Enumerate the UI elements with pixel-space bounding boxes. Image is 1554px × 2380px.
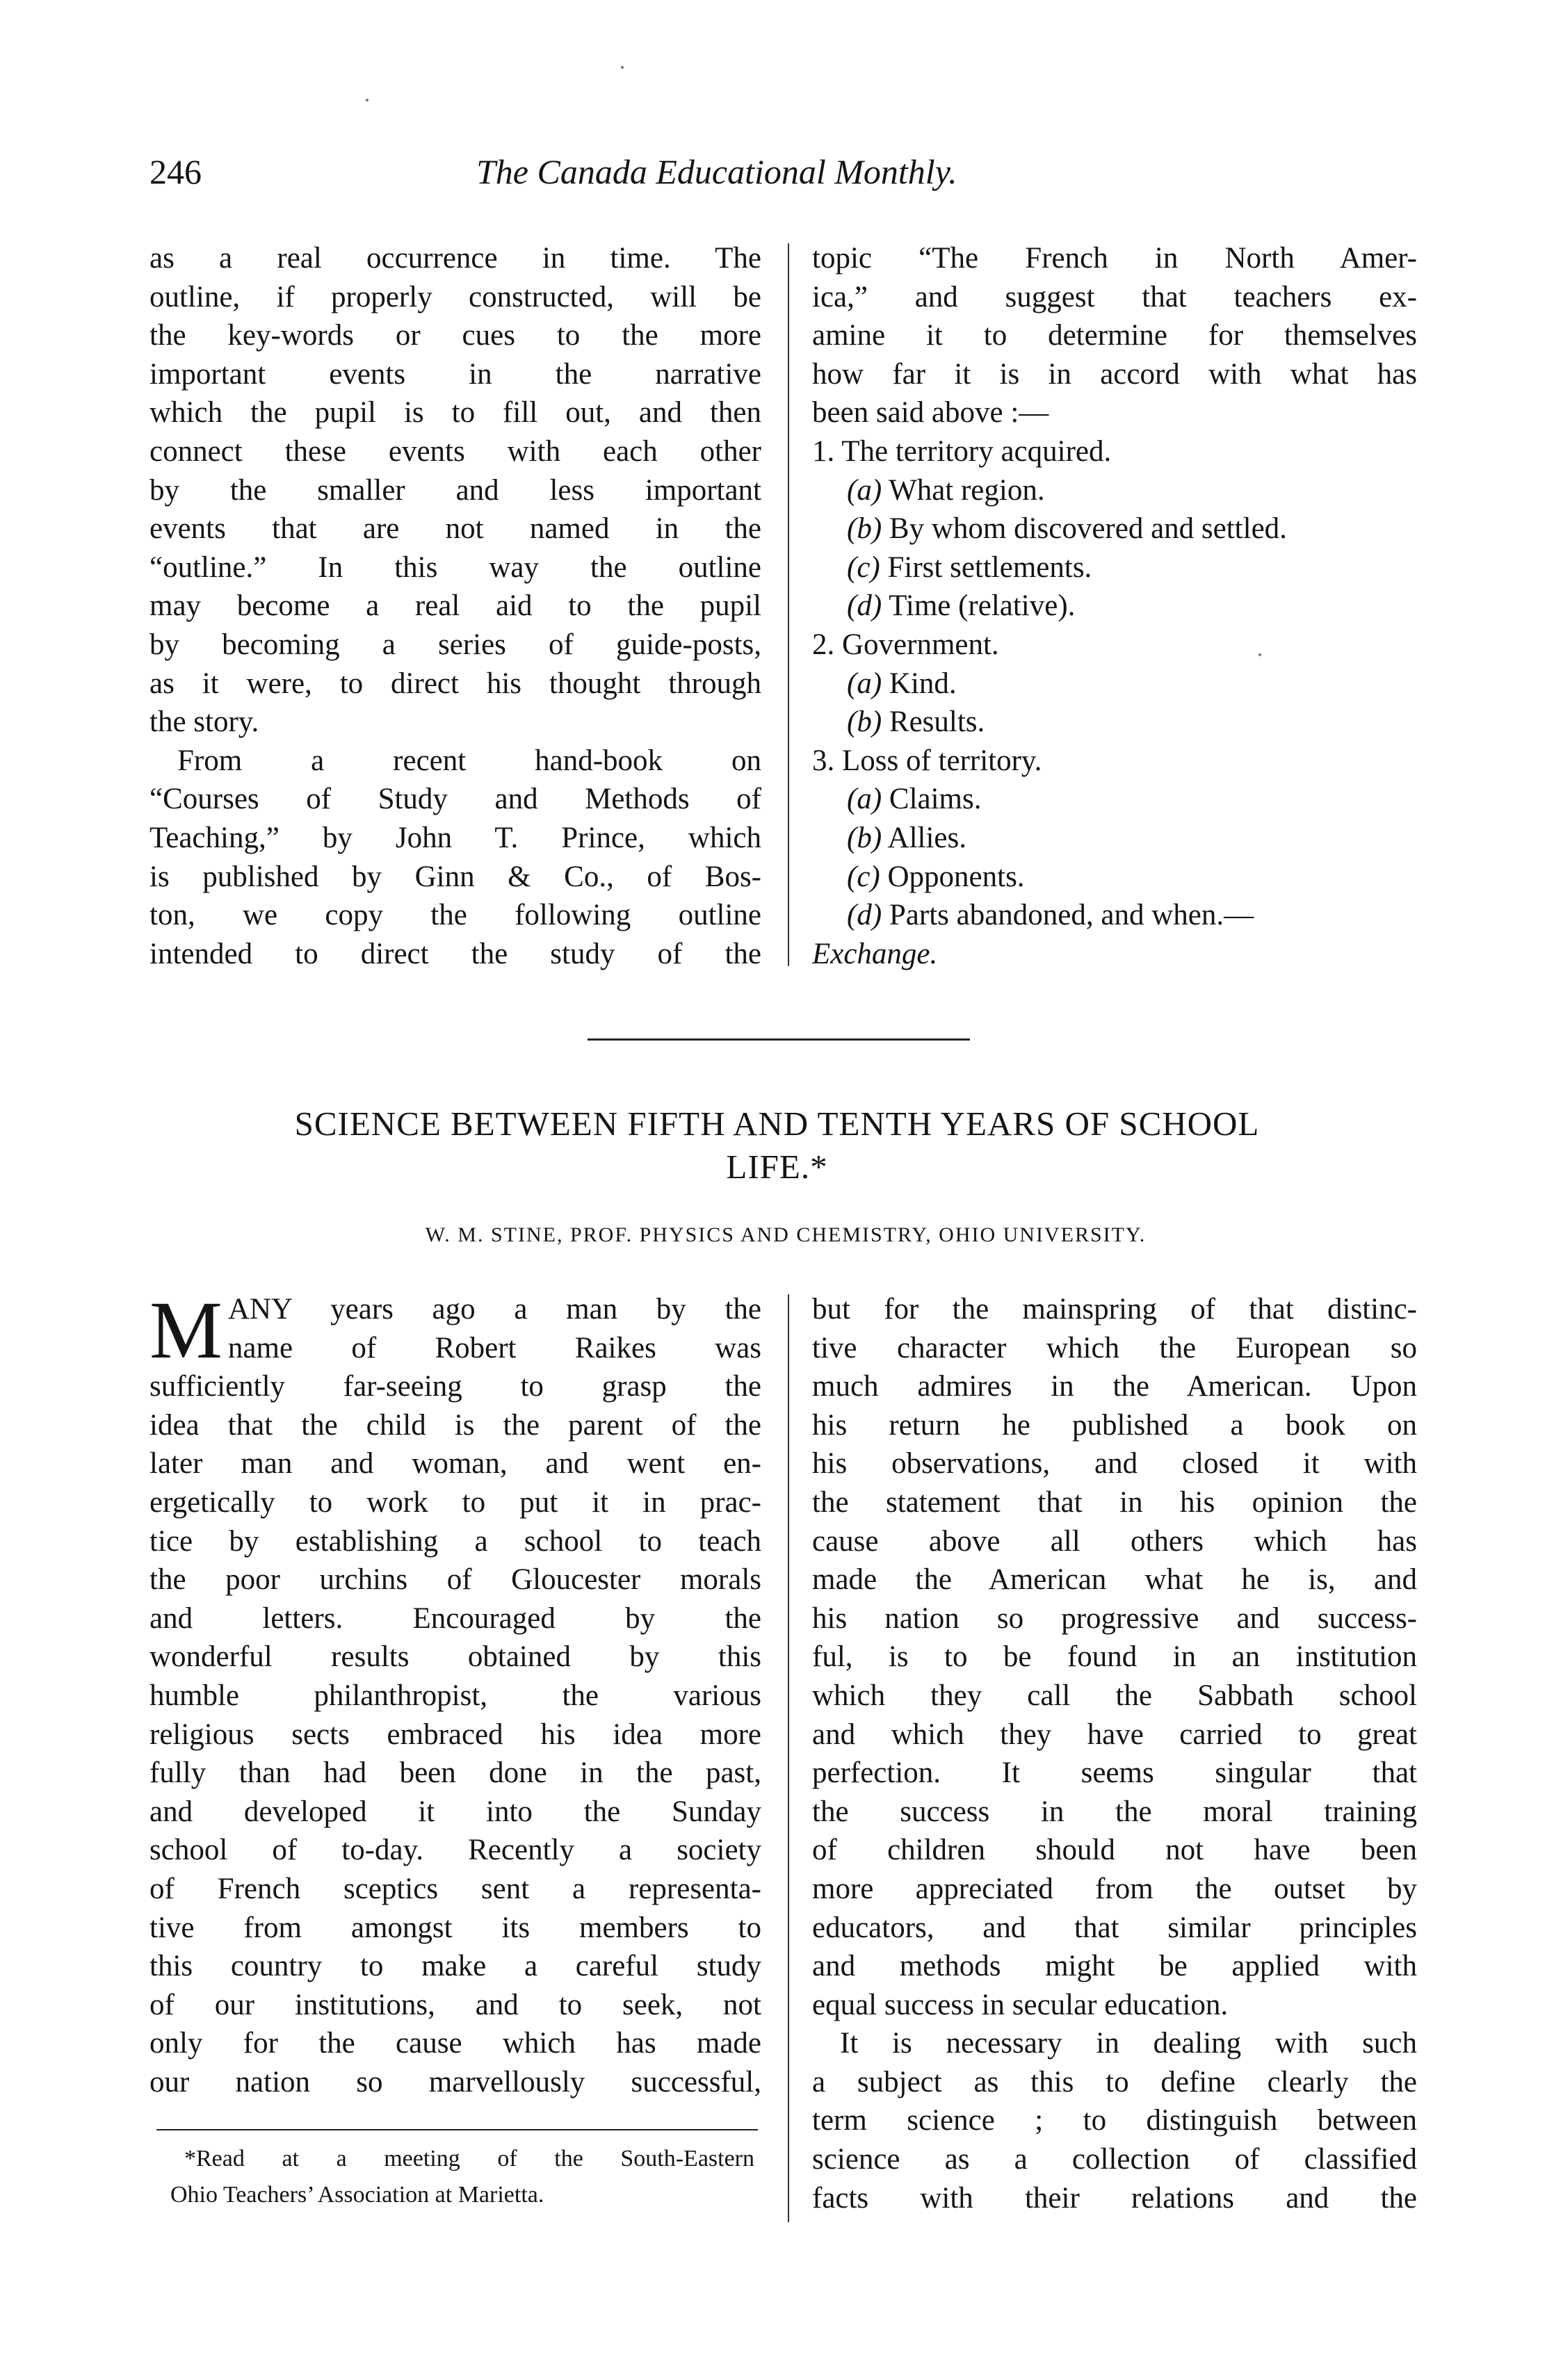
outline-number: 2. [812, 628, 835, 661]
section-separator [588, 1038, 970, 1041]
text-line: tive from amongst its members to [149, 1911, 761, 1944]
text-line: tive character which the European so [812, 1331, 1417, 1364]
outline-item-text: Parts abandoned, and when.— [889, 899, 1254, 932]
text-line: sufficiently far-seeing to grasp the [149, 1370, 761, 1403]
outline-item-text: Claims. [889, 783, 982, 816]
outline-item-text: Allies. [887, 821, 966, 854]
text-line: “Courses of Study and Methods of [149, 783, 761, 816]
text-line: ica,” and suggest that teachers ex- [812, 280, 1417, 313]
text-line: which they call the Sabbath school [812, 1679, 1417, 1712]
text-line: as a real occurrence in time. The [149, 242, 761, 275]
outline-item [812, 587, 1417, 626]
text-line: ful, is to be found in an institution [812, 1640, 1417, 1674]
text-line: and methods might be applied with [812, 1950, 1417, 1983]
footnote-rule [156, 2129, 758, 2130]
text-line: only for the cause which has made [149, 2027, 761, 2060]
outline-item [812, 510, 1417, 548]
outline-heading [812, 432, 1417, 471]
text-line: a subject as this to define clearly the [812, 2065, 1417, 2098]
page-number: 246 [149, 152, 202, 191]
text-line: important events in the narrative [149, 357, 761, 391]
text-line: the key-words or cues to the more [149, 319, 761, 352]
text-line: topic “The French in North Amer- [812, 242, 1417, 275]
text-line: intended to direct the study of the [149, 937, 761, 970]
text-line: It is necessary in dealing with such [840, 2027, 1417, 2060]
text-line: our nation so marvellously successful, [149, 2065, 761, 2098]
text-line: later man and woman, and went en- [149, 1447, 761, 1481]
text-line: his nation so progressive and success- [812, 1601, 1417, 1635]
outline-item-mark: (a) [847, 783, 882, 816]
footnote [170, 2141, 754, 2213]
text-line: may become a real aid to the pupil [149, 589, 761, 623]
outline-item-mark: (b) [847, 512, 882, 546]
text-line: is published by Ginn & Co., of Bos- [149, 860, 761, 893]
outline-item-text: Results. [889, 706, 985, 739]
text-line: ton, we copy the following outline [149, 899, 761, 932]
text-line: name of Robert Raikes was [227, 1331, 761, 1364]
outline-item-text: Opponents. [887, 860, 1025, 893]
text-line: From a recent hand-book on [177, 744, 761, 777]
outline-item-mark: (a) [847, 473, 882, 507]
text-line: made the American what he is, and [812, 1563, 1417, 1597]
source-attribution: Exchange. [812, 937, 938, 970]
text-line: ergetically to work to put it in prac- [149, 1485, 761, 1519]
text-line: and which they have carried to great [812, 1718, 1417, 1751]
outline-item-mark: (a) [847, 667, 882, 700]
text-line: been said above :— [812, 396, 1049, 430]
article-title-line1: SCIENCE BETWEEN FIFTH AND TENTH YEARS OF SCHOOL [294, 1105, 1260, 1143]
text-line: by the smaller and less important [149, 473, 761, 507]
text-line: but for the mainspring of that distinc- [812, 1293, 1417, 1326]
outline-item-mark: (d) [847, 589, 882, 623]
top-left-column [149, 239, 761, 973]
text-line: by becoming a series of guide-posts, [149, 628, 761, 661]
outline-item-mark: (b) [847, 706, 882, 739]
text-line: idea that the child is the parent of the [149, 1408, 761, 1442]
article-byline: W. M. STINE, PROF. PHYSICS AND CHEMISTRY, OHIO UNIVERSITY. [425, 1223, 1147, 1246]
text-line: fully than had been done in the past, [149, 1757, 761, 1790]
text-line: which the pupil is to fill out, and then [149, 396, 761, 430]
text-line: connect these events with each other [149, 434, 761, 468]
outline-item-text: First settlements. [887, 551, 1092, 584]
text-line: the success in the moral training [812, 1795, 1417, 1828]
text-line: educators, and that similar principles [812, 1911, 1417, 1944]
text-line: events that are not named in the [149, 512, 761, 546]
text-line: as it were, to direct his thought through [149, 667, 761, 700]
text-line: much admires in the American. Upon [812, 1370, 1417, 1403]
outline-item [812, 548, 1417, 587]
footnote-line: *Read at a meeting of the South-Eastern [184, 2146, 754, 2171]
column-divider-top [788, 243, 789, 966]
text-line: amine it to determine for themselves [812, 319, 1417, 352]
top-right-column [812, 239, 1417, 973]
outline-item-text: What region. [889, 473, 1045, 507]
outline-item [812, 819, 1417, 858]
text-line: perfection. It seems singular that [812, 1757, 1417, 1790]
text-line: and letters. Encouraged by the [149, 1601, 761, 1635]
article-left-column [149, 1285, 761, 2101]
column-divider-article [788, 1294, 789, 2222]
text-line: humble philanthropist, the various [149, 1679, 761, 1712]
outline-heading [812, 626, 1417, 665]
outline-item-text: Time (relative). [889, 589, 1076, 623]
outline-item-mark: (b) [847, 821, 882, 854]
text-line: how far it is in accord with what has [812, 357, 1417, 391]
text-line: science as a collection of classified [812, 2143, 1417, 2176]
text-line: ANY years ago a man by the [227, 1293, 761, 1326]
drop-cap: M [149, 1285, 222, 1376]
text-line: outline, if properly constructed, will be [149, 280, 761, 313]
text-line: his return he published a book on [812, 1408, 1417, 1442]
text-line: more appreciated from the outset by [812, 1872, 1417, 1905]
outline-item-mark: (d) [847, 899, 882, 932]
text-line: tice by establishing a school to teach [149, 1524, 761, 1558]
outline-item [812, 780, 1417, 819]
outline-heading-text: The territory acquired. [841, 434, 1112, 468]
print-speck [621, 66, 624, 69]
outline-item [812, 471, 1417, 510]
text-line: this country to make a careful study [149, 1950, 761, 1983]
text-line: wonderful results obtained by this [149, 1640, 761, 1674]
text-line: his observations, and closed it with [812, 1447, 1417, 1481]
text-line: facts with their relations and the [812, 2181, 1417, 2215]
article-right-column [812, 1290, 1417, 2217]
article-title-line2: LIFE.* [726, 1148, 828, 1186]
text-line: term science ; to distinguish between [812, 2104, 1417, 2137]
outline-item-mark: (c) [847, 860, 880, 893]
outline-number: 1. [812, 434, 835, 468]
outline-item-text: Kind. [889, 667, 957, 700]
outline-item [812, 896, 1417, 935]
outline-item [812, 703, 1417, 742]
text-line: the story. [149, 706, 259, 739]
text-line: “outline.” In this way the outline [149, 551, 761, 584]
text-line: Teaching,” by John T. Prince, which [149, 821, 761, 854]
journal-title: The Canada Educational Monthly. [476, 152, 957, 191]
footnote-line: Ohio Teachers’ Association at Marietta. [170, 2182, 544, 2208]
text-line: of our institutions, and to seek, not [149, 1988, 761, 2021]
outline-item-text: By whom discovered and settled. [889, 512, 1287, 546]
text-line: cause above all others which has [812, 1524, 1417, 1558]
print-speck [1258, 653, 1261, 656]
text-line: school of to-day. Recently a society [149, 1834, 761, 1867]
text-line: the poor urchins of Gloucester morals [149, 1563, 761, 1597]
outline-item [812, 665, 1417, 703]
outline-heading-text: Government. [842, 628, 999, 661]
outline-heading [812, 742, 1417, 781]
print-speck [366, 99, 369, 101]
text-line: religious sects embraced his idea more [149, 1718, 761, 1751]
text-line: of French sceptics sent a representa- [149, 1872, 761, 1905]
text-line: equal success in secular education. [812, 1988, 1229, 2021]
text-line: and developed it into the Sunday [149, 1795, 761, 1828]
text-line: of children should not have been [812, 1834, 1417, 1867]
outline-heading-text: Loss of territory. [842, 744, 1042, 777]
outline-number: 3. [812, 744, 835, 777]
outline-item [812, 858, 1417, 897]
text-line: the statement that in his opinion the [812, 1485, 1417, 1519]
outline-item-mark: (c) [847, 551, 880, 584]
